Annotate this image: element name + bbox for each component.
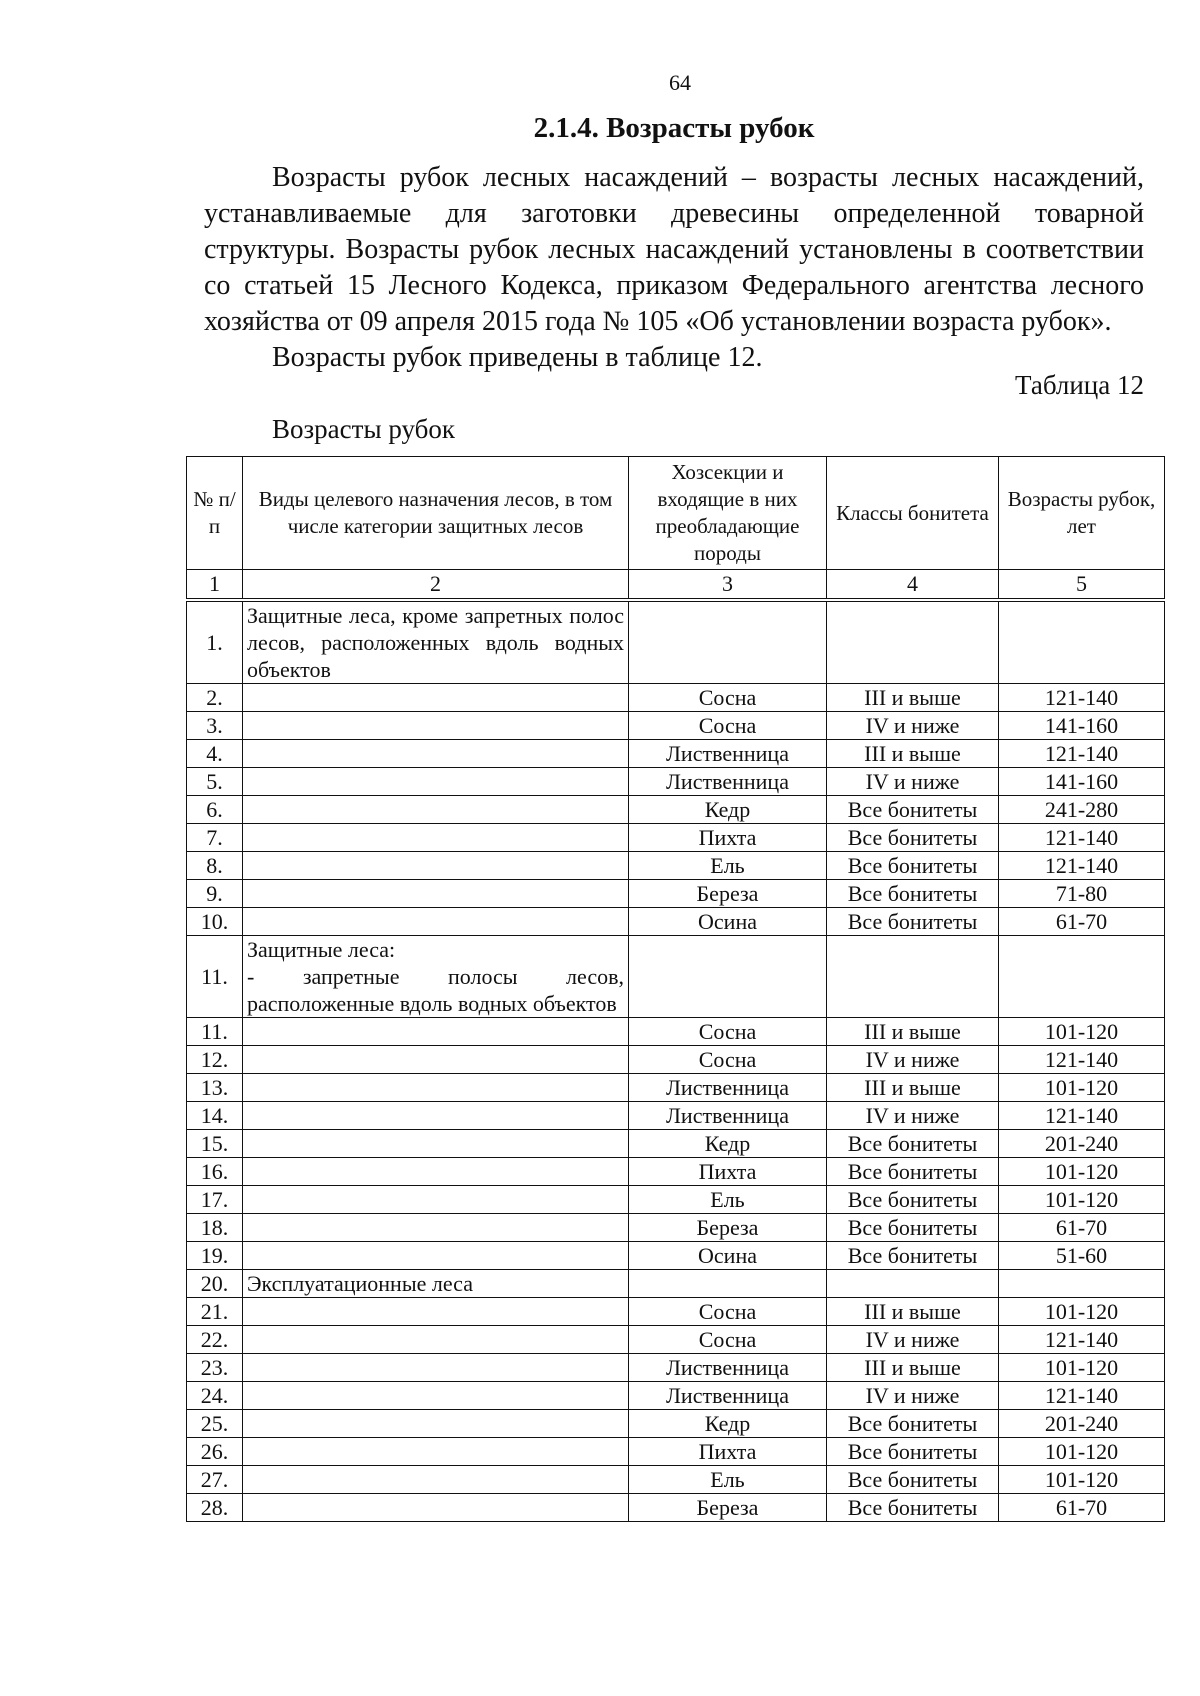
species-cell: Кедр — [629, 796, 827, 824]
species-cell: Лиственница — [629, 1102, 827, 1130]
row-number-cell: 3. — [187, 712, 243, 740]
column-number: 5 — [999, 570, 1165, 601]
table-row — [187, 712, 1165, 740]
species-cell: Кедр — [629, 1130, 827, 1158]
header-class: Классы бонитета — [827, 457, 999, 570]
class-cell: Все бонитеты — [827, 1186, 999, 1214]
class-cell: IV и ниже — [827, 1102, 999, 1130]
purpose-cell — [243, 1242, 629, 1270]
purpose-cell — [243, 908, 629, 936]
row-number-cell: 27. — [187, 1466, 243, 1494]
table-row — [187, 740, 1165, 768]
class-cell: Все бонитеты — [827, 796, 999, 824]
table-row — [187, 796, 1165, 824]
class-cell: III и выше — [827, 740, 999, 768]
row-number-cell: 20. — [187, 1270, 243, 1298]
table-label: Таблица 12 — [1015, 370, 1144, 400]
purpose-cell — [243, 1438, 629, 1466]
purpose-cell — [243, 880, 629, 908]
purpose-cell — [243, 1354, 629, 1382]
row-number-cell: 13. — [187, 1074, 243, 1102]
class-cell — [827, 1270, 999, 1298]
class-cell: Все бонитеты — [827, 824, 999, 852]
row-number-cell: 5. — [187, 768, 243, 796]
table-row — [187, 1018, 1165, 1046]
table-row — [187, 1382, 1165, 1410]
row-number-cell: 2. — [187, 684, 243, 712]
species-cell: Лиственница — [629, 1354, 827, 1382]
row-number-cell: 22. — [187, 1326, 243, 1354]
age-cell: 201-240 — [999, 1410, 1165, 1438]
age-cell: 141-160 — [999, 712, 1165, 740]
table-row — [187, 684, 1165, 712]
age-cell: 241-280 — [999, 796, 1165, 824]
age-cell: 121-140 — [999, 1046, 1165, 1074]
row-number-cell: 21. — [187, 1298, 243, 1326]
age-cell: 61-70 — [999, 908, 1165, 936]
class-cell: IV и ниже — [827, 1382, 999, 1410]
purpose-cell — [243, 740, 629, 768]
purpose-cell — [243, 712, 629, 740]
age-cell: 101-120 — [999, 1074, 1165, 1102]
species-cell: Лиственница — [629, 1074, 827, 1102]
table-row — [187, 1046, 1165, 1074]
purpose-cell — [243, 1186, 629, 1214]
table-row — [187, 1102, 1165, 1130]
age-cell: 101-120 — [999, 1186, 1165, 1214]
purpose-cell — [243, 1018, 629, 1046]
header-number: № п/п — [187, 457, 243, 570]
age-cell: 121-140 — [999, 684, 1165, 712]
species-cell: Осина — [629, 1242, 827, 1270]
species-cell: Кедр — [629, 1410, 827, 1438]
table-caption: Возрасты рубок — [272, 414, 455, 444]
row-number-cell: 16. — [187, 1158, 243, 1186]
table-row — [187, 600, 1165, 684]
purpose-cell — [243, 852, 629, 880]
species-cell — [629, 600, 827, 684]
species-cell: Береза — [629, 1494, 827, 1522]
row-number-cell: 1. — [187, 600, 243, 684]
column-number: 4 — [827, 570, 999, 601]
species-cell: Лиственница — [629, 768, 827, 796]
purpose-cell — [243, 1298, 629, 1326]
species-cell: Сосна — [629, 1018, 827, 1046]
page-number: 64 — [669, 70, 691, 95]
class-cell — [827, 936, 999, 1018]
class-cell: IV и ниже — [827, 768, 999, 796]
purpose-cell — [243, 824, 629, 852]
age-cell: 101-120 — [999, 1438, 1165, 1466]
class-cell: Все бонитеты — [827, 1130, 999, 1158]
body-text — [204, 160, 1144, 376]
species-cell: Лиственница — [629, 1382, 827, 1410]
class-cell: III и выше — [827, 1018, 999, 1046]
species-cell: Ель — [629, 852, 827, 880]
species-cell — [629, 1270, 827, 1298]
age-cell: 61-70 — [999, 1214, 1165, 1242]
table-row — [187, 1326, 1165, 1354]
row-number-cell: 8. — [187, 852, 243, 880]
age-cell: 101-120 — [999, 1298, 1165, 1326]
table-row — [187, 1242, 1165, 1270]
paragraph-reference: Возрасты рубок приведены в таблице 12. — [272, 342, 763, 373]
species-cell: Лиственница — [629, 740, 827, 768]
table-row — [187, 1158, 1165, 1186]
class-cell: Все бонитеты — [827, 1242, 999, 1270]
age-cell — [999, 600, 1165, 684]
row-number-cell: 17. — [187, 1186, 243, 1214]
purpose-cell — [243, 796, 629, 824]
purpose-cell — [243, 1130, 629, 1158]
purpose-cell — [243, 1410, 629, 1438]
species-cell: Пихта — [629, 824, 827, 852]
species-cell: Сосна — [629, 1326, 827, 1354]
class-cell: III и выше — [827, 684, 999, 712]
table-row — [187, 1298, 1165, 1326]
purpose-cell: Защитные леса: - запретные полосы лесов, расположенные вдоль водных объектов — [243, 936, 629, 1018]
header-age: Возрасты рубок, лет — [999, 457, 1165, 570]
class-cell — [827, 600, 999, 684]
purpose-cell — [243, 1046, 629, 1074]
age-cell: 101-120 — [999, 1466, 1165, 1494]
class-cell: IV и ниже — [827, 712, 999, 740]
age-cell: 61-70 — [999, 1494, 1165, 1522]
table-row — [187, 768, 1165, 796]
species-cell — [629, 936, 827, 1018]
class-cell: Все бонитеты — [827, 1410, 999, 1438]
table-row — [187, 1410, 1165, 1438]
class-cell: Все бонитеты — [827, 1466, 999, 1494]
purpose-cell — [243, 1074, 629, 1102]
row-number-cell: 11. — [187, 936, 243, 1018]
purpose-cell — [243, 1214, 629, 1242]
purpose-cell — [243, 1102, 629, 1130]
paragraph-intro: Возрасты рубок лесных насаждений – возрасты лесных насаждений, устанавливаемые для заготовки древесины определенной товарной структуры. Возрасты рубок лесных насаждений установлены в соответствии со статьей 15 Лесного Кодекса, приказом Федерального агентства лесного хозяйства от 09 апреля 2015 года № 105 «Об установлении возраста рубок». — [204, 162, 1144, 337]
table-row — [187, 1074, 1165, 1102]
table-row — [187, 1494, 1165, 1522]
class-cell: Все бонитеты — [827, 1438, 999, 1466]
row-number-cell: 26. — [187, 1438, 243, 1466]
age-cell: 101-120 — [999, 1354, 1165, 1382]
table-body — [187, 570, 1165, 1522]
age-cell: 141-160 — [999, 768, 1165, 796]
species-cell: Сосна — [629, 712, 827, 740]
row-number-cell: 23. — [187, 1354, 243, 1382]
table-row — [187, 936, 1165, 1018]
row-number-cell: 9. — [187, 880, 243, 908]
table-row — [187, 1214, 1165, 1242]
table-row — [187, 880, 1165, 908]
class-cell: Все бонитеты — [827, 880, 999, 908]
age-cell — [999, 1270, 1165, 1298]
table-row — [187, 1466, 1165, 1494]
header-species: Хозсекции и входящие в них преобладающие породы — [629, 457, 827, 570]
row-number-cell: 7. — [187, 824, 243, 852]
age-cell — [999, 936, 1165, 1018]
species-cell: Осина — [629, 908, 827, 936]
purpose-cell — [243, 684, 629, 712]
age-cell: 121-140 — [999, 740, 1165, 768]
class-cell: III и выше — [827, 1298, 999, 1326]
species-cell: Береза — [629, 880, 827, 908]
species-cell: Сосна — [629, 684, 827, 712]
purpose-cell — [243, 1158, 629, 1186]
age-cell: 201-240 — [999, 1130, 1165, 1158]
class-cell: Все бонитеты — [827, 852, 999, 880]
column-number: 3 — [629, 570, 827, 601]
column-number-row — [187, 570, 1165, 601]
table-row — [187, 1354, 1165, 1382]
class-cell: Все бонитеты — [827, 1494, 999, 1522]
species-cell: Сосна — [629, 1046, 827, 1074]
class-cell: Все бонитеты — [827, 1158, 999, 1186]
row-number-cell: 25. — [187, 1410, 243, 1438]
section-title: 2.1.4. Возрасты рубок — [533, 112, 815, 144]
cutting-age-table — [186, 456, 1165, 1522]
class-cell: IV и ниже — [827, 1326, 999, 1354]
purpose-cell — [243, 1326, 629, 1354]
table-row — [187, 824, 1165, 852]
age-cell: 51-60 — [999, 1242, 1165, 1270]
purpose-cell — [243, 1466, 629, 1494]
class-cell: III и выше — [827, 1074, 999, 1102]
age-cell: 101-120 — [999, 1018, 1165, 1046]
row-number-cell: 14. — [187, 1102, 243, 1130]
row-number-cell: 4. — [187, 740, 243, 768]
row-number-cell: 15. — [187, 1130, 243, 1158]
row-number-cell: 12. — [187, 1046, 243, 1074]
table-header-row — [187, 457, 1165, 570]
species-cell: Ель — [629, 1186, 827, 1214]
row-number-cell: 18. — [187, 1214, 243, 1242]
class-cell: Все бонитеты — [827, 1214, 999, 1242]
table-row — [187, 1186, 1165, 1214]
age-cell: 121-140 — [999, 1326, 1165, 1354]
age-cell: 121-140 — [999, 1382, 1165, 1410]
age-cell: 121-140 — [999, 852, 1165, 880]
table-row — [187, 852, 1165, 880]
class-cell: Все бонитеты — [827, 908, 999, 936]
species-cell: Пихта — [629, 1158, 827, 1186]
row-number-cell: 10. — [187, 908, 243, 936]
class-cell: III и выше — [827, 1354, 999, 1382]
table-row — [187, 1270, 1165, 1298]
purpose-cell: Эксплуатационные леса — [243, 1270, 629, 1298]
row-number-cell: 19. — [187, 1242, 243, 1270]
row-number-cell: 28. — [187, 1494, 243, 1522]
row-number-cell: 11. — [187, 1018, 243, 1046]
purpose-cell — [243, 1382, 629, 1410]
age-cell: 121-140 — [999, 824, 1165, 852]
age-cell: 71-80 — [999, 880, 1165, 908]
purpose-cell — [243, 768, 629, 796]
class-cell: IV и ниже — [827, 1046, 999, 1074]
table-row — [187, 908, 1165, 936]
table-row — [187, 1130, 1165, 1158]
column-number: 1 — [187, 570, 243, 601]
species-cell: Сосна — [629, 1298, 827, 1326]
species-cell: Пихта — [629, 1438, 827, 1466]
row-number-cell: 24. — [187, 1382, 243, 1410]
age-cell: 121-140 — [999, 1102, 1165, 1130]
species-cell: Береза — [629, 1214, 827, 1242]
purpose-cell: Защитные леса, кроме запретных полос лесов, расположенных вдоль водных объектов — [243, 600, 629, 684]
table-row — [187, 1438, 1165, 1466]
age-cell: 101-120 — [999, 1158, 1165, 1186]
purpose-cell — [243, 1494, 629, 1522]
species-cell: Ель — [629, 1466, 827, 1494]
row-number-cell: 6. — [187, 796, 243, 824]
header-purpose: Виды целевого назначения лесов, в том числе категории защитных лесов — [243, 457, 629, 570]
column-number: 2 — [243, 570, 629, 601]
